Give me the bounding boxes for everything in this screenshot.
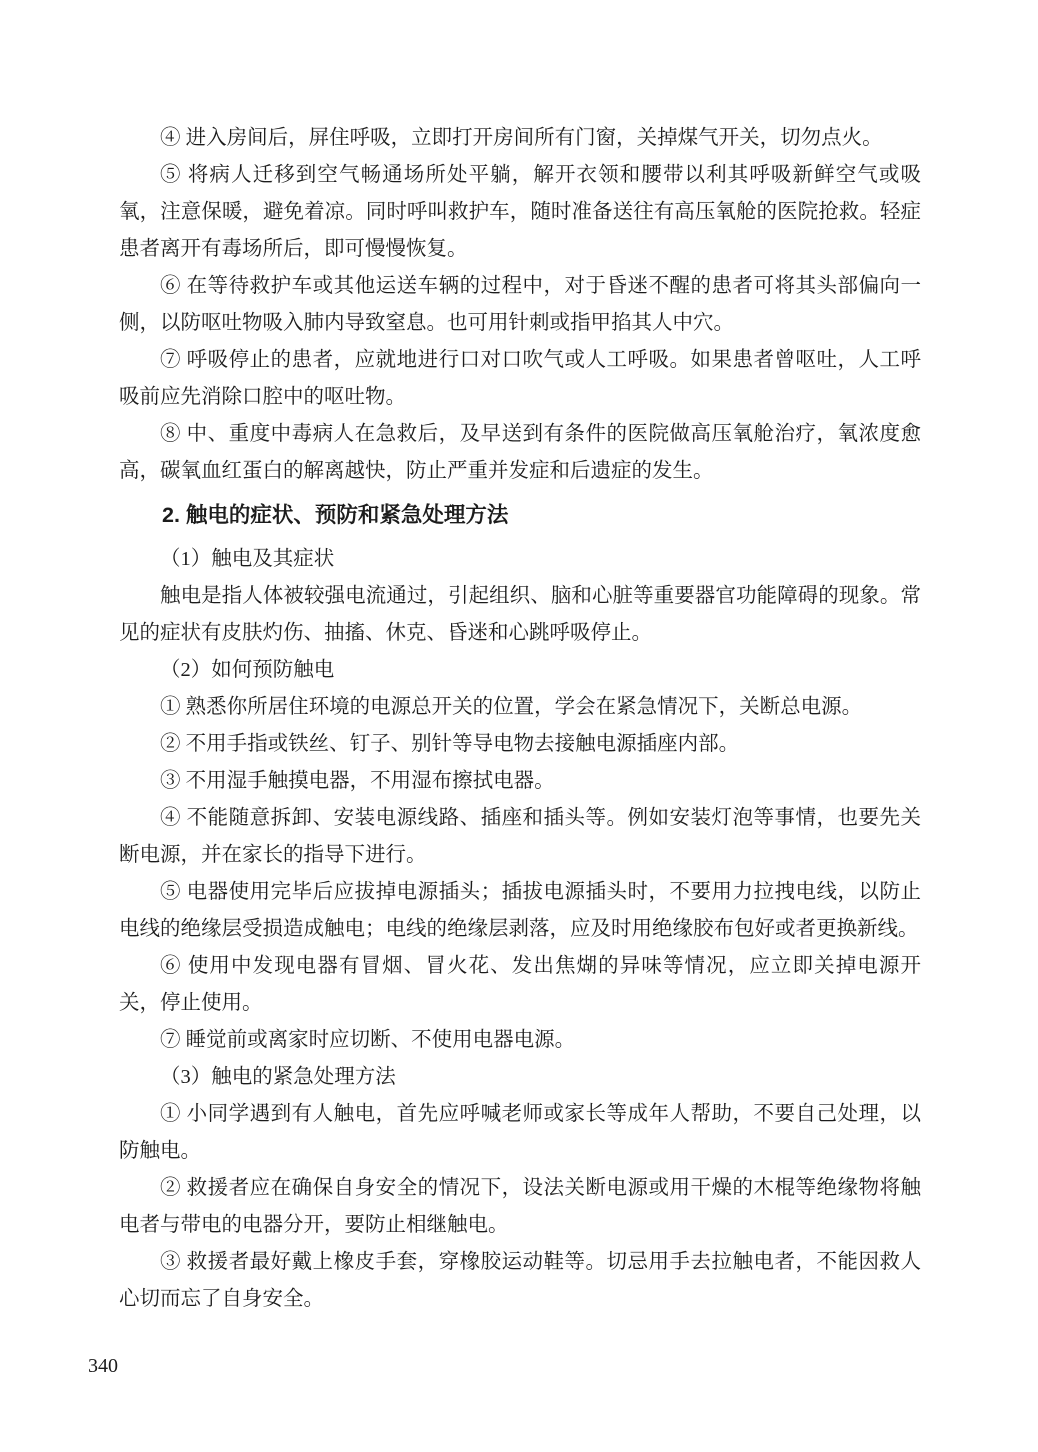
paragraph: ⑤ 将病人迁移到空气畅通场所处平躺，解开衣领和腰带以利其呼吸新鲜空气或吸氧，注意保暖，避免着凉。同时呼叫救护车，随时准备送往有高压氧舱的医院抢救。轻症患者离开有毒场所后，即可慢慢恢复。 — [119, 164, 921, 260]
paragraph: ① 熟悉你所居住环境的电源总开关的位置，学会在紧急情况下，关断总电源。 — [160, 696, 863, 718]
paragraph: ⑦ 呼吸停止的患者，应就地进行口对口吹气或人工呼吸。如果患者曾呕吐，人工呼吸前应先消除口腔中的呕吐物。 — [119, 349, 921, 408]
sub-heading: （1）触电及其症状 — [160, 548, 335, 570]
paragraph: ③ 不用湿手触摸电器，不用湿布擦拭电器。 — [160, 770, 555, 792]
section-heading: 2. 触电的症状、预防和紧急处理方法 — [162, 503, 509, 527]
paragraph: ⑤ 电器使用完毕后应拔掉电源插头；插拔电源插头时，不要用力拉拽电线，以防止电线的绝缘层受损造成触电；电线的绝缘层剥落，应及时用绝缘胶布包好或者更换新线。 — [119, 881, 921, 940]
page-number: 340 — [88, 1355, 118, 1377]
paragraph: ⑦ 睡觉前或离家时应切断、不使用电器电源。 — [160, 1029, 576, 1051]
sub-heading: （2）如何预防触电 — [160, 659, 335, 681]
paragraph: ② 救援者应在确保自身安全的情况下，设法关断电源或用干燥的木棍等绝缘物将触电者与带电的电器分开，要防止相继触电。 — [119, 1177, 921, 1236]
paragraph: ⑥ 使用中发现电器有冒烟、冒火花、发出焦煳的异味等情况，应立即关掉电源开关，停止使用。 — [119, 955, 921, 1014]
paragraph: ⑥ 在等待救护车或其他运送车辆的过程中，对于昏迷不醒的患者可将其头部偏向一侧，以防呕吐物吸入肺内导致窒息。也可用针刺或指甲掐其人中穴。 — [119, 275, 921, 334]
paragraph: ③ 救援者最好戴上橡皮手套，穿橡胶运动鞋等。切忌用手去拉触电者，不能因救人心切而忘了自身安全。 — [119, 1251, 921, 1310]
paragraph: ④ 进入房间后，屏住呼吸，立即打开房间所有门窗，关掉煤气开关，切勿点火。 — [160, 127, 883, 149]
paragraph: ④ 不能随意拆卸、安装电源线路、插座和插头等。例如安装灯泡等事情，也要先关断电源，并在家长的指导下进行。 — [119, 807, 921, 866]
paragraph: ① 小同学遇到有人触电，首先应呼喊老师或家长等成年人帮助，不要自己处理，以防触电。 — [119, 1103, 921, 1162]
paragraph: 触电是指人体被较强电流通过，引起组织、脑和心脏等重要器官功能障碍的现象。常见的症状有皮肤灼伤、抽搐、休克、昏迷和心跳呼吸停止。 — [119, 585, 921, 644]
paragraph: ② 不用手指或铁丝、钉子、别针等导电物去接触电源插座内部。 — [160, 733, 740, 755]
page-content — [119, 120, 921, 1318]
paragraph: ⑧ 中、重度中毒病人在急救后，及早送到有条件的医院做高压氧舱治疗，氧浓度愈高，碳氧血红蛋白的解离越快，防止严重并发症和后遗症的发生。 — [119, 423, 921, 482]
sub-heading: （3）触电的紧急处理方法 — [160, 1066, 396, 1088]
